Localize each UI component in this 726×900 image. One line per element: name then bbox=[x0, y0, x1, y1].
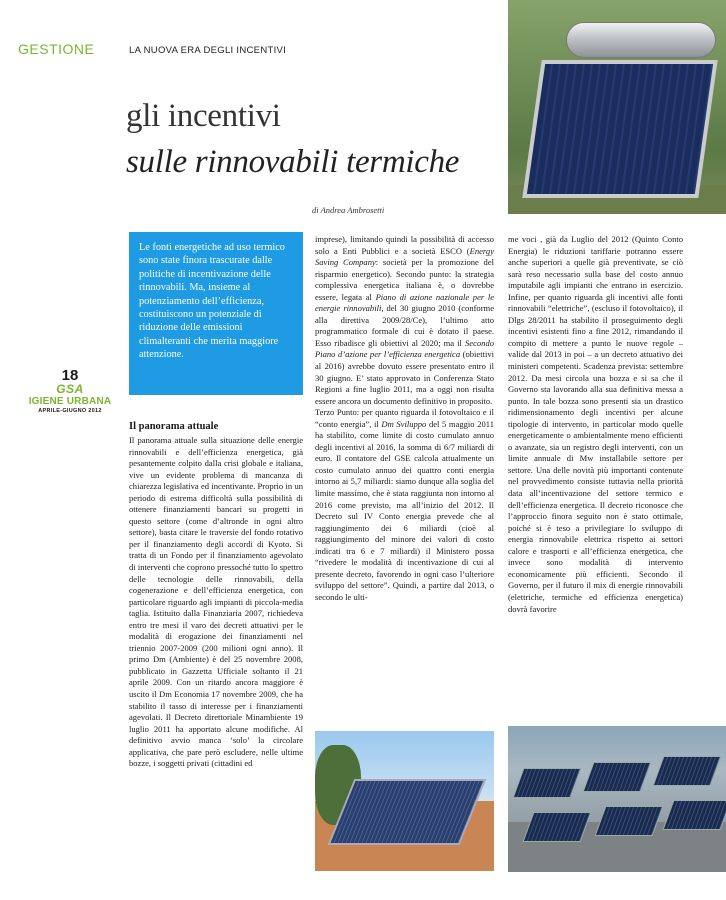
column-2-paragraph-2: Terzo Punto: per quanto riguarda il fotovoltaico e il “conto energia”, il Dm Sviluppo del 5 maggio 2011 ha stabilito, come limite di costo cumulato annuo degli incentivi al 2016, la somma di 6/7 miliardi di euro. Il contatore del GSE calcola attualmente un costo cumulato annuo dei quattro conti energia intorno ai 5,7 miliardi: siamo dunque alla soglia del limite massimo, che è stata raggiunta non intorno al 2016 come previsto, ma all’inizio del 2012. Il Decreto sul IV Conto energia prevede che al raggiungimento dei 6 miliardi (cioè al raggiungimento del minore dei valori di costo indicati tra 6 e 7 miliardi) il Ministero possa “rivedere le modalità di incentivazione di cui al presente decreto, favorendo in ogni caso l’ulteriore sviluppo del settore”. Quindi, a partire dal 2013, o secondo le ulti- bbox=[315, 407, 494, 602]
text-column-1 bbox=[129, 420, 303, 770]
article-subtitle: sulle rinnovabili termiche bbox=[126, 144, 460, 180]
column-3-text: me voci , già da Luglio del 2012 (Quinto Conto Energia) le riduzioni tariffarie potranno essere anche superiori a quelle già preventivate, se ciò sarà reso necessario sulla base del costo annuo imputabile agli impianti che entrano in esercizio. Infine, per quanto riguarda gli incentivi alle fonti rinnovabili “elettriche”, (escluso il fotovoltaico), il Dlgs 28/2011 ha stabilito il proseguimento degli incentivi esistenti fino a fine 2012, rimandando il compito di mettere a punto le nuove regole – valide dal 2013 in poi – a un decreto attuativo dei ministeri competenti. Scadenza prevista: settembre 2012. Da mesi circola una bozza e si sa che il Governo sta lavorando alla sua definitiva messa a punto. In tale bozza sono presenti sia un drastico ridimensionamento degli incentivi per alcune tipologie di intervento, in particolar modo quelle energeticamente o ambientalmente meno efficienti o avanzate, sia un registro degli interventi, con un limite annuale di Mw installabile settore per settore. Una delle novità più importanti contenute nel provvedimento consiste tuttavia nella priorità data all’incentivazione del settore termico e dell’efficienza energetica. Il decreto riconosce che l’approccio finora seguito non è stato ottimale, poiché si è teso a privilegiare lo sviluppo di energia rinnovabile elettrica rispetto ai settori calore e trasporti e all’efficienza energetica, che invece sono modalità di intervento economicamente più efficienti. Secondo il Governo, per il futuro il mix di energie rinnovabili (elettriche, termiche ed efficienza energetica) dovrà favorire bbox=[508, 234, 683, 614]
text-column-3 bbox=[508, 234, 683, 615]
article-title: gli incentivi bbox=[126, 98, 281, 134]
kicker-label: LA NUOVA ERA DEGLI INCENTIVI bbox=[129, 45, 287, 56]
section-heading: Il panorama attuale bbox=[129, 421, 219, 432]
text-column-2 bbox=[315, 234, 494, 604]
rooftop-collector-photo bbox=[315, 731, 494, 871]
magazine-name: IGIENE URBANA bbox=[28, 396, 112, 407]
page-number: 18 bbox=[61, 367, 79, 384]
brand-logo: GSA bbox=[56, 382, 84, 396]
byline: di Andrea Ambrosetti bbox=[312, 205, 385, 215]
section-label: GESTIONE bbox=[18, 41, 95, 57]
rooftop-array-photo bbox=[508, 726, 726, 872]
column-1-text: Il panorama attuale sulla situazione delle energie rinnovabili e dell’efficienza energetica, già pesantemente colpito dalla crisi globale e italiana, vive un evidente problema di mancanza di chiarezza legislativa ed incentivante. Proprio in un periodo di estrema difficoltà sulla possibilità di ottenere finanziamenti bancari su progetti in questo settore (come d’altronde in ogni altro settore), basta citare le traversie del fondo rotativo per il finanziamento degli accordi di Kyoto. Si tratta di un Fondo per il finanziamento agevolato di interventi che coprono pressoché tutto lo spettro delle tecnologie delle rinnovabili, della cogenerazione e dell’efficienza energetica, con particolare riguardo agli impianti di piccola-media taglia. Istituito dalla Finanziaria 2007, richiedeva entro tre mesi il varo dei decreti attuativi per le modalità di erogazione dei finanziamenti nel triennio 2007-2009 (200 milioni ogni anno). Il primo Dm (Ambiente) è del 25 novembre 2008, pubblicato in Gazzetta Ufficiale soltanto il 21 aprile 2009. Con un ritardo ancora maggiore è uscito il Dm Economia 17 novembre 2009, che ha stabilito il tasso di interesse per i finanziamenti agevolati. Il Decreto direttoriale Minambiente 19 luglio 2011 ha apportato alcune modifiche. Al definitivo avvio manca ‘solo’ la circolare applicativa, che pare però escludere, nelle ultime bozze, i soggetti privati (cittadini ed bbox=[129, 435, 303, 769]
column-2-paragraph-1: imprese), limitando quindi la possibilità di accesso solo a Enti Pubblici e a società ESCO (Energy Saving Company: società per la promozione del risparmio energetico). Secondo punto: la strategia complessiva energetica italiana è, o dovrebbe essere, legata al Piano di azione nazionale per le energie rinnovabili, del 30 giugno 2010 (conforme alla direttiva 2009/28/Ce), l’ultimo atto programmatico formale di cui è dotato il paese. Esso ribadisce gli obiettivi al 2020; ma il Secondo Piano d’azione per l’efficienza energetica (obiettivi al 2016) avrebbe dovuto essere presentato entro il 30 giugno. E’ stato approvato in Conferenza Stato Regioni a fine luglio 2011, ma a oggi non risulta essere ancora un documento definitivo in proposito. bbox=[315, 234, 495, 406]
page-folio bbox=[18, 368, 122, 415]
solar-water-heater-photo bbox=[508, 0, 726, 214]
lead-abstract: Le fonti energetiche ad uso termico sono state finora trascurate dalle politiche di incentivazione delle rinnovabili. Ma, insieme al potenziamento dell’efficienza, costituiscono un potenziale di riduzione delle emissioni climalteranti che merita maggiore attenzione. bbox=[129, 232, 303, 395]
issue-date: APRILE-GIUGNO 2012 bbox=[38, 408, 102, 414]
